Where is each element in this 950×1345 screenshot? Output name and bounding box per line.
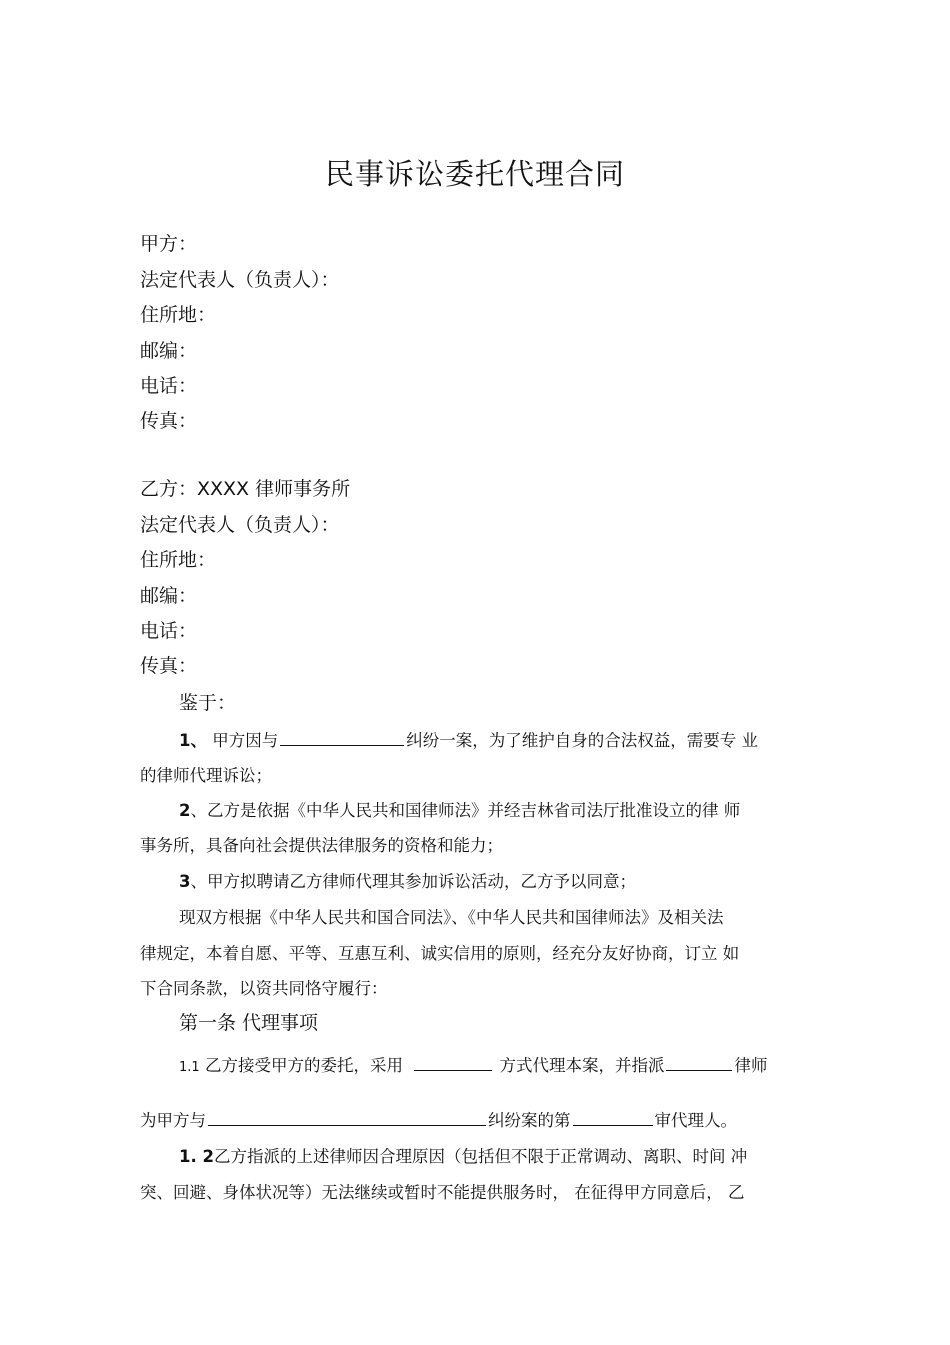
item-text: 纠纷一案，为了维护自身的合法权益，需要专 业 — [406, 731, 758, 750]
clause-text: 律师 — [734, 1056, 768, 1075]
party-a-postcode: 邮编： — [140, 340, 198, 362]
clause-number: 1.1 — [179, 1060, 200, 1075]
party-a-fax: 传真： — [140, 410, 198, 432]
whereas-item-1 — [179, 727, 758, 751]
fill-in-blank — [414, 1054, 492, 1071]
party-a-name: 甲方： — [140, 233, 198, 255]
clause-text: 乙方接受甲方的委托，采用 — [204, 1056, 403, 1075]
whereas-item-1-cont: 的律师代理诉讼； — [140, 766, 272, 785]
item-text: 甲方因与 — [212, 731, 279, 750]
clause-number: 1. 2 — [179, 1147, 214, 1166]
party-b-postcode: 邮编： — [140, 585, 198, 607]
item-number: 2 — [179, 801, 191, 820]
whereas-item-2 — [179, 797, 740, 821]
party-b-phone: 电话： — [140, 620, 198, 642]
party-b-fax: 传真： — [140, 655, 198, 677]
whereas-heading: 鉴于： — [179, 692, 237, 714]
item-number: 3 — [179, 872, 191, 891]
party-b-address: 住所地： — [140, 549, 217, 571]
preamble-line-3: 下合同条款，以资共同恪守履行： — [140, 979, 388, 998]
fill-in-blank — [208, 1109, 486, 1126]
clause-text: 乙方指派的上述律师因合理原因（包括但不限于正常调动、离职、时间 冲 — [213, 1147, 748, 1166]
clause-1-1 — [179, 1052, 767, 1076]
clause-1-2 — [179, 1143, 747, 1167]
clause-text: 审代理人。 — [654, 1111, 737, 1130]
clause-text: 方式代理本案，并指派 — [499, 1056, 665, 1075]
preamble-line-2: 律规定，本着自愿、平等、互惠互利、诚实信用的原则，经充分友好协商，订立 如 — [140, 944, 740, 963]
item-number: 1、 — [179, 731, 207, 750]
whereas-item-3 — [179, 868, 636, 892]
party-a-rep: 法定代表人（负责人）： — [140, 269, 340, 291]
clause-1-1-cont — [140, 1107, 737, 1131]
party-b-name: 乙方：XXXX 律师事务所 — [140, 478, 351, 500]
article-1-heading: 第一条 代理事项 — [179, 1012, 319, 1034]
fill-in-blank — [666, 1054, 732, 1071]
preamble-line-1: 现双方根据《中华人民共和国合同法》、《中华人民共和国律师法》及相关法 — [179, 908, 724, 927]
party-a-address: 住所地： — [140, 304, 217, 326]
item-text: 、乙方是依据《中华人民共和国律师法》并经吉林省司法厅批准设立的律 师 — [190, 801, 741, 820]
clause-text: 纠纷案的第 — [488, 1111, 571, 1130]
fill-in-blank — [573, 1109, 653, 1126]
item-text: 、甲方拟聘请乙方律师代理其参加诉讼活动，乙方予以同意； — [190, 872, 636, 891]
whereas-item-2-cont: 事务所，具备向社会提供法律服务的资格和能力； — [140, 836, 503, 855]
document-title: 民事诉讼委托代理合同 — [324, 157, 625, 191]
clause-1-2-cont: 突、回避、身体状况等）无法继续或暂时不能提供服务时， 在征得甲方同意后， 乙 — [140, 1183, 745, 1202]
fill-in-blank — [280, 729, 404, 746]
party-b-rep: 法定代表人（负责人）： — [140, 514, 340, 536]
clause-text: 为甲方与 — [140, 1111, 206, 1130]
party-a-phone: 电话： — [140, 375, 198, 397]
